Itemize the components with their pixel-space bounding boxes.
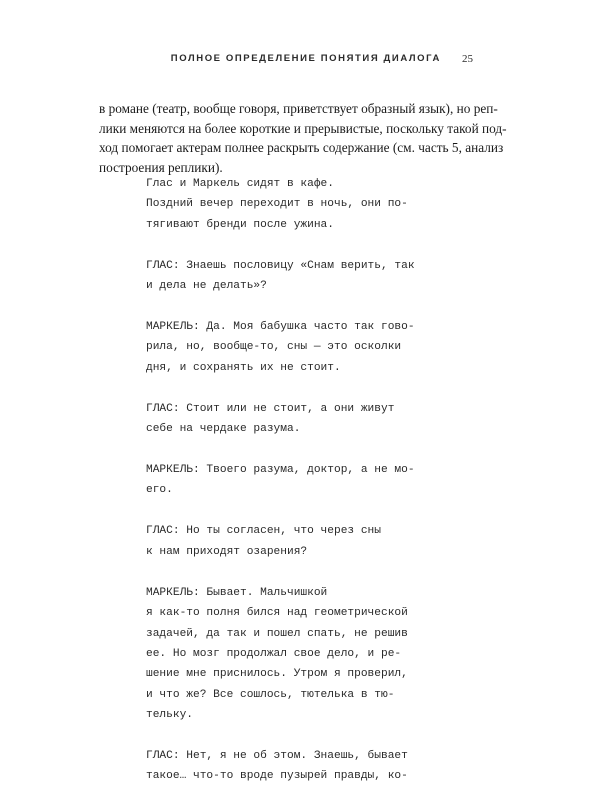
script-line: его. — [146, 484, 173, 497]
script-line: и дела не делать»? — [146, 280, 267, 293]
dialogue-line-glas — [146, 521, 446, 562]
dialogue-line-glas — [146, 746, 446, 787]
script-excerpt — [146, 174, 446, 807]
dialogue-line-markel — [146, 317, 446, 378]
dialogue-line-glas — [146, 256, 446, 297]
script-line: к нам приходят озарения? — [146, 545, 308, 558]
script-line: тягивают бренди после ужина. — [146, 218, 334, 231]
script-line: и что же? Все сошлось, тютелька в тю- — [146, 688, 395, 701]
script-line: такое… что-то вроде пузырей правды, ко- — [146, 770, 408, 783]
dialogue-line-markel — [146, 583, 446, 726]
script-line: ГЛАС: Знаешь пословицу «Снам верить, так — [146, 259, 415, 272]
intro-line: построения реплики). — [99, 159, 223, 175]
script-line: шение мне приснилось. Утром я проверил, — [146, 668, 408, 681]
running-title: ПОЛНОЕ ОПРЕДЕЛЕНИЕ ПОНЯТИЯ ДИАЛОГА — [170, 53, 441, 64]
script-line: я как-то полня бился над геометрической — [146, 607, 408, 620]
script-line: себе на чердаке разума. — [146, 423, 301, 436]
script-line: дня, и сохранять их не стоит. — [146, 361, 341, 374]
script-line: ГЛАС: Нет, я не об этом. Знаешь, бывает — [146, 750, 408, 763]
script-line: ГЛАС: Но ты согласен, что через сны — [146, 525, 381, 538]
dialogue-line-markel — [146, 460, 446, 501]
script-line: задачей, да так и пошел спать, не решив — [146, 627, 408, 640]
intro-line: лики меняются на более короткие и прерывистые, поскольку такой под- — [99, 120, 507, 136]
script-line: Поздний вечер переходит в ночь, они по- — [146, 198, 408, 211]
dialogue-line-glas — [146, 399, 446, 440]
intro-line: ход помогает актерам полнее раскрыть содержание (см. часть 5, анализ — [99, 140, 504, 155]
script-line: ее. Но мозг продолжал свое дело, и ре- — [146, 647, 402, 660]
script-line: МАРКЕЛЬ: Да. Моя бабушка часто так гово- — [146, 321, 415, 334]
intro-paragraph — [99, 99, 507, 177]
page-number: 25 — [462, 53, 473, 65]
script-line: ГЛАС: Стоит или не стоит, а они живут — [146, 402, 395, 415]
script-line: МАРКЕЛЬ: Твоего разума, доктор, а не мо- — [146, 464, 415, 477]
script-line: Глас и Маркель сидят в кафе. — [146, 178, 334, 190]
intro-line: в романе (театр, вообще говоря, приветствует образный язык), но реп- — [99, 101, 498, 116]
stage-direction — [146, 174, 446, 235]
script-line: МАРКЕЛЬ: Бывает. Мальчишкой — [146, 586, 328, 599]
script-line: рила, но, вообще-то, сны — это осколки — [146, 341, 402, 354]
running-head — [0, 53, 600, 69]
script-line: тельку. — [146, 709, 193, 722]
